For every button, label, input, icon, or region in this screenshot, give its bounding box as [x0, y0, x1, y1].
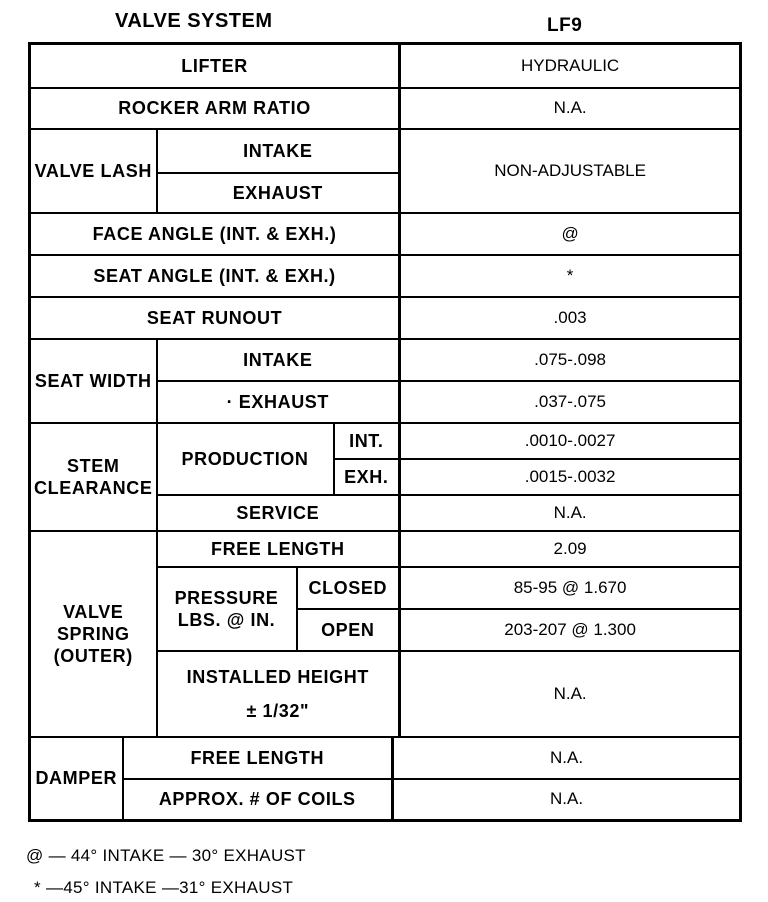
footnote-at: @ — 44° INTAKE — 30° EXHAUST [26, 846, 306, 865]
damper-coils-label: APPROX. # OF COILS [123, 779, 393, 821]
valve-spring-open-label: OPEN [297, 609, 400, 651]
valve-spring-closed-label: CLOSED [297, 567, 400, 609]
installed-height-tolerance: ± 1/32" [246, 700, 310, 721]
row-face-angle [30, 213, 741, 255]
row-valve-lash-intake [30, 129, 741, 173]
seat-width-intake-label: INTAKE [157, 339, 400, 381]
table-title: VALVE SYSTEM [115, 10, 273, 32]
valve-spring-installed-label [157, 651, 400, 737]
row-stem-clearance-int [30, 423, 741, 459]
row-rocker-arm-ratio [30, 88, 741, 129]
row-damper-free-length [30, 737, 741, 779]
row-damper-coils [30, 779, 741, 821]
damper-free-length-label: FREE LENGTH [123, 737, 393, 779]
valve-lash-intake-label: INTAKE [157, 129, 400, 173]
seat-width-label: SEAT WIDTH [30, 339, 157, 423]
face-angle-value: @ [400, 213, 741, 255]
seat-runout-label: SEAT RUNOUT [30, 297, 400, 339]
damper-label: DAMPER [30, 737, 123, 821]
stem-int-label: INT. [334, 423, 400, 459]
stem-exh-label: EXH. [334, 459, 400, 495]
valve-lash-label: VALVE LASH [30, 129, 157, 213]
seat-runout-value: .003 [400, 297, 741, 339]
engine-column-header: LF9 [547, 15, 583, 36]
valve-system-table [28, 42, 742, 822]
seat-angle-value: * [400, 255, 741, 297]
valve-lash-exhaust-label: EXHAUST [157, 173, 400, 213]
seat-width-exhaust-value: .037-.075 [400, 381, 741, 423]
row-seat-runout [30, 297, 741, 339]
valve-spring-closed-value: 85-95 @ 1.670 [400, 567, 741, 609]
stem-int-value: .0010-.0027 [400, 423, 741, 459]
valve-spring-pressure-label: PRESSURE LBS. @ IN. [157, 567, 297, 651]
rocker-arm-ratio-value: N.A. [400, 88, 741, 129]
row-seat-width-intake [30, 339, 741, 381]
stem-production-label: PRODUCTION [157, 423, 334, 495]
damper-coils-value: N.A. [393, 779, 741, 821]
stem-clearance-label: STEM CLEARANCE [30, 423, 157, 531]
lifter-label: LIFTER [30, 44, 400, 88]
row-lifter [30, 44, 741, 88]
rocker-arm-ratio-label: ROCKER ARM RATIO [30, 88, 400, 129]
stem-service-label: SERVICE [157, 495, 400, 531]
installed-height-text: INSTALLED HEIGHT [186, 666, 369, 687]
valve-spring-free-length-label: FREE LENGTH [157, 531, 400, 567]
stem-service-value: N.A. [400, 495, 741, 531]
damper-free-length-value: N.A. [393, 737, 741, 779]
valve-spring-free-length-value: 2.09 [400, 531, 741, 567]
valve-lash-value: NON-ADJUSTABLE [400, 129, 741, 213]
face-angle-label: FACE ANGLE (INT. & EXH.) [30, 213, 400, 255]
footnote-star: * —45° INTAKE —31° EXHAUST [34, 878, 294, 897]
stem-exh-value: .0015-.0032 [400, 459, 741, 495]
valve-spring-installed-value: N.A. [400, 651, 741, 737]
row-valve-spring-free-length [30, 531, 741, 567]
seat-width-intake-value: .075-.098 [400, 339, 741, 381]
valve-spring-label: VALVE SPRING (OUTER) [30, 531, 157, 737]
valve-spring-open-value: 203-207 @ 1.300 [400, 609, 741, 651]
row-seat-angle [30, 255, 741, 297]
seat-angle-label: SEAT ANGLE (INT. & EXH.) [30, 255, 400, 297]
lifter-value: HYDRAULIC [400, 44, 741, 88]
seat-width-exhaust-label: · EXHAUST [157, 381, 400, 423]
